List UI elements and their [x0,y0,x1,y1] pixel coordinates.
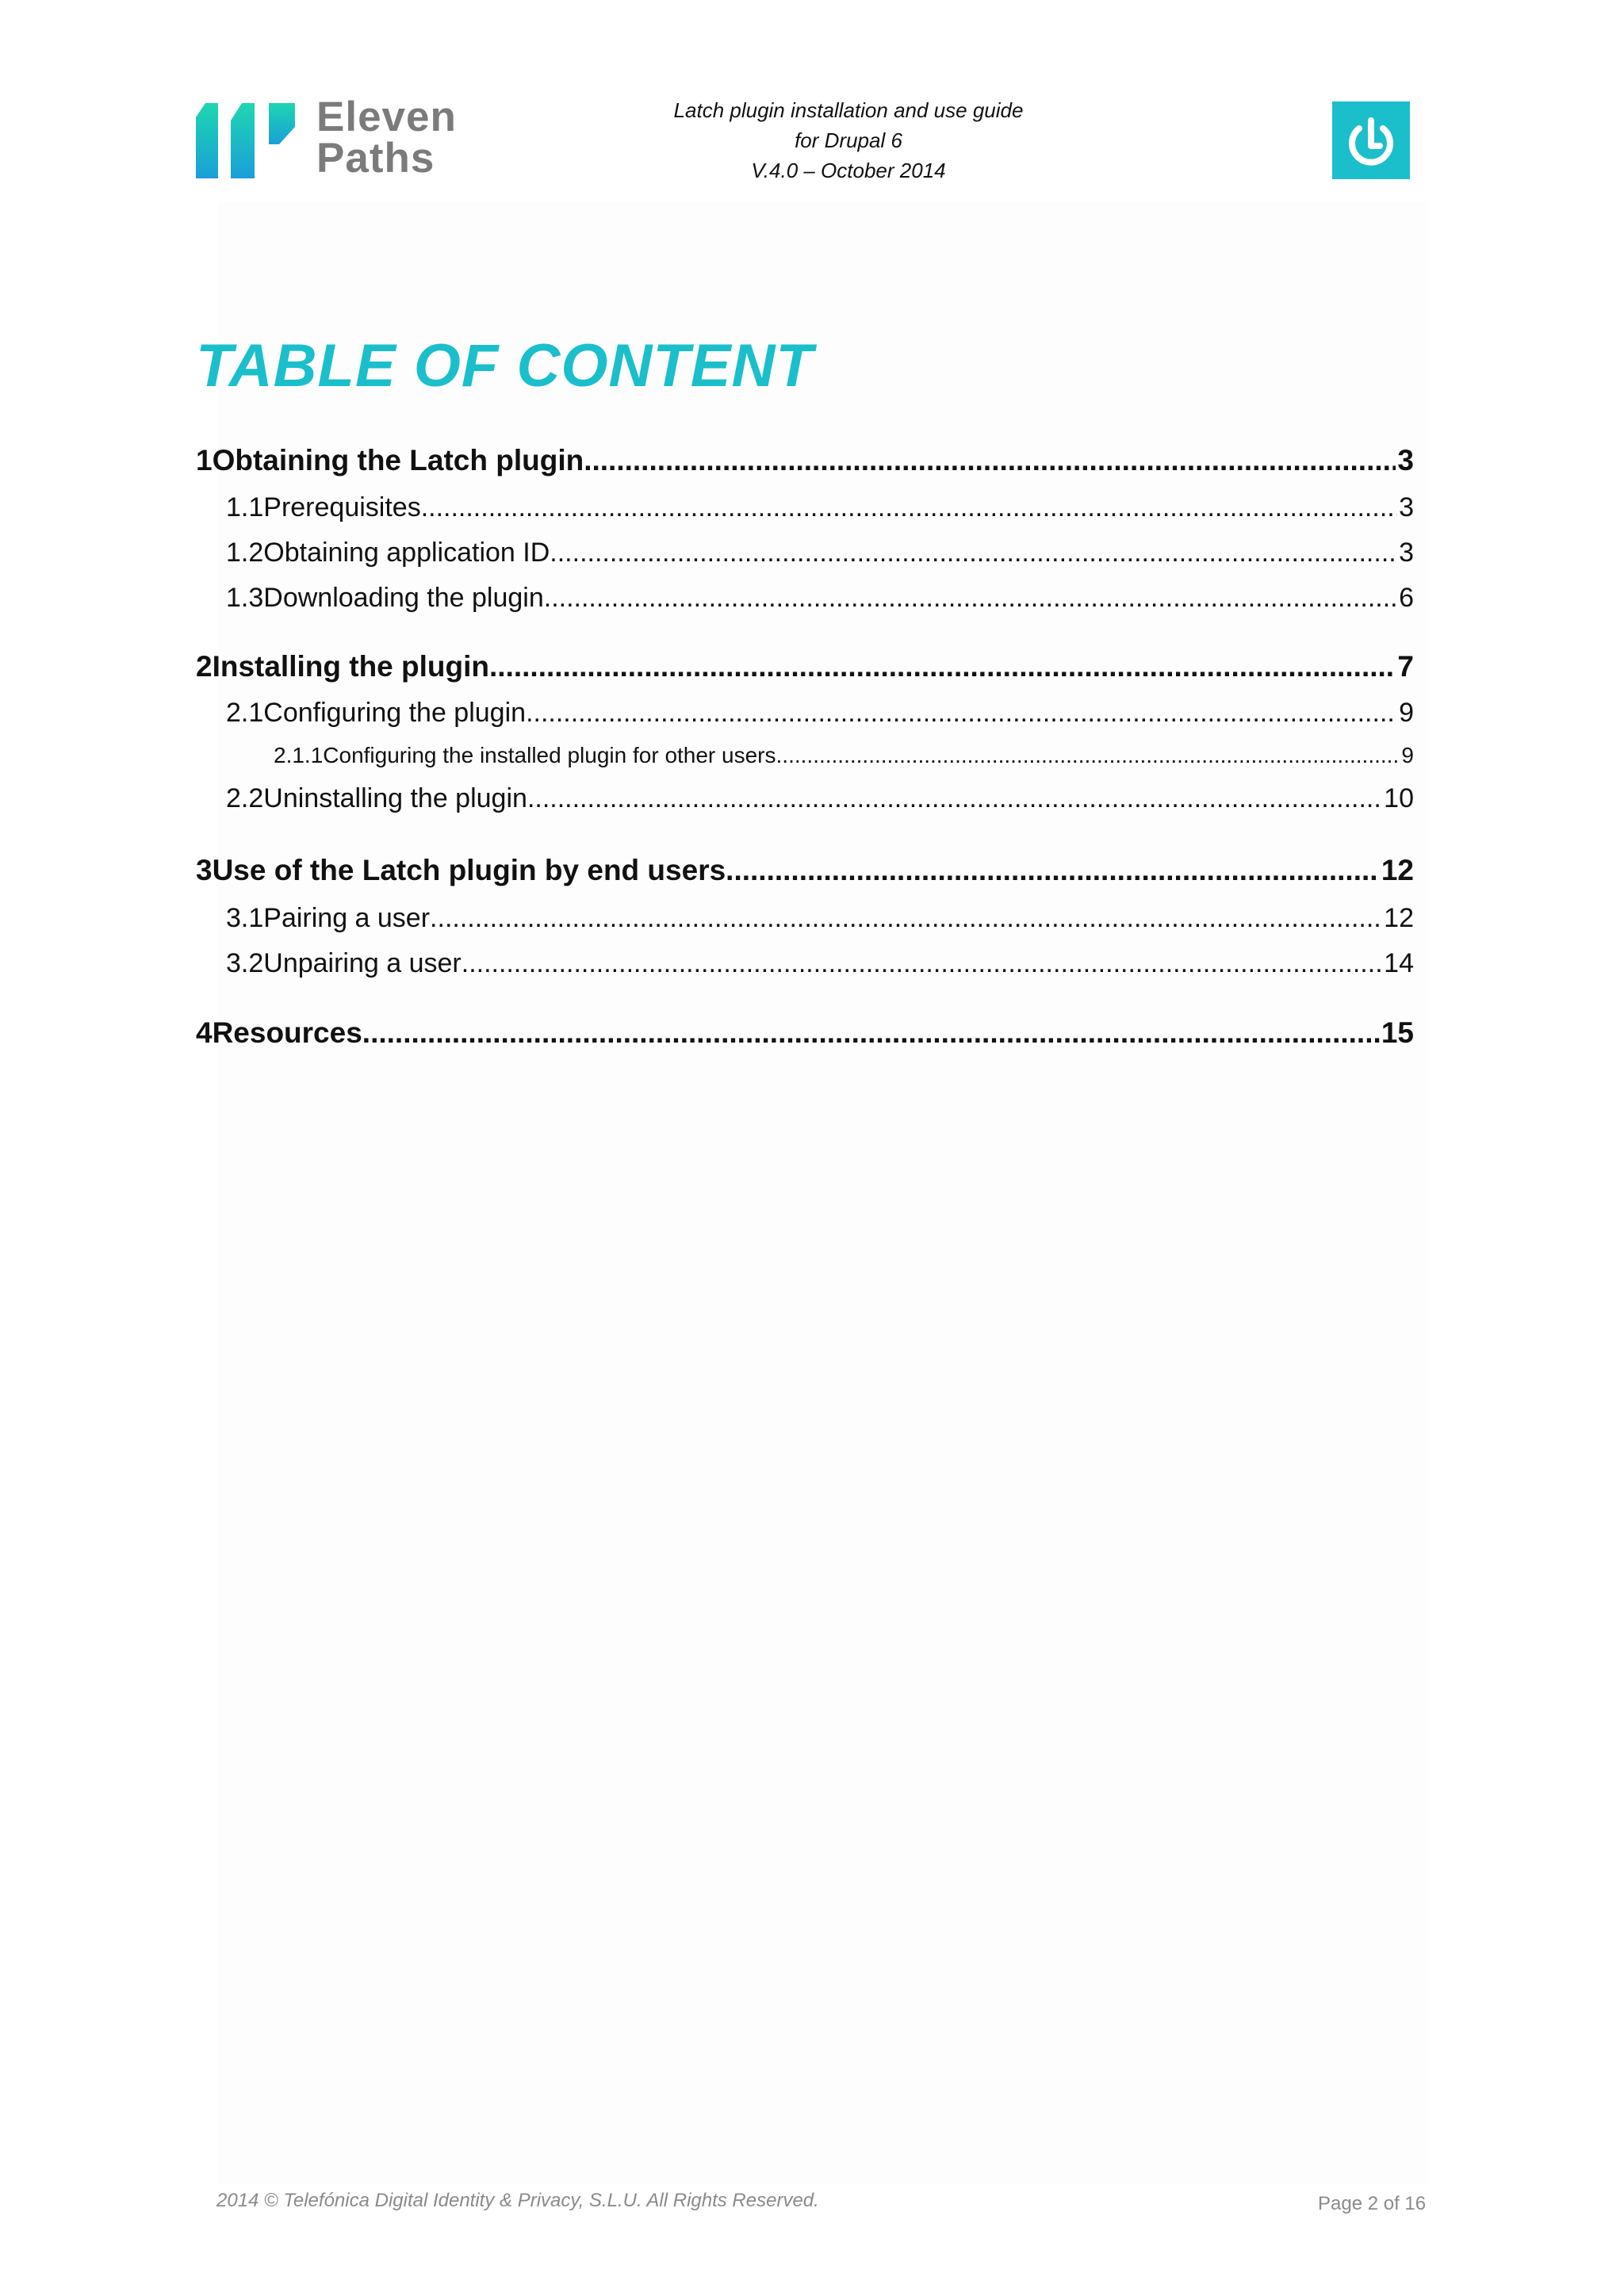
toc-entry[interactable] [196,783,1414,821]
brand-name-line2: Paths [316,135,435,182]
toc-leader-dots [430,903,1382,934]
toc-entry-page: 12 [1381,854,1414,886]
toc-leader-dots [421,492,1397,523]
toc-entry-label: Obtaining the Latch plugin [212,444,584,476]
toc-entry-number: 3.1 [226,903,264,933]
toc-leader-dots [489,650,1396,683]
toc-entry-page: 9 [1401,743,1414,767]
toc-entry[interactable] [196,583,1414,621]
toc-entry-page: 14 [1384,948,1414,978]
brand-name [316,94,457,182]
toc-entry-page: 15 [1381,1016,1414,1049]
toc-entry[interactable] [196,698,1414,736]
toc-entry[interactable] [196,538,1414,576]
eleven-paths-logo-icon [196,103,303,178]
eleven-paths-logo [196,94,458,182]
toc-leader-dots [550,538,1397,568]
footer-copyright: 2014 © Telefónica Digital Identity & Privacy, S.L.U. All Rights Reserved. [216,2190,819,2211]
toc-entry-number: 2.2 [226,783,264,813]
toc-entry-label: Use of the Latch plugin by end users [212,854,726,886]
toc-entry-number: 3.2 [226,948,264,978]
toc-entry-page: 10 [1384,783,1414,813]
header-title-line1: Latch plugin installation and use guide [673,98,1024,122]
toc-entry-number: 1.2 [226,538,264,568]
toc-leader-dots [462,948,1382,979]
toc-leader-dots [726,854,1380,887]
toc-entry-label: Resources [212,1016,362,1049]
toc-entry-number: 2 [196,650,213,683]
toc-entry-label: Obtaining application ID [263,538,550,568]
toc-entry-number: 1 [196,444,213,476]
toc-leader-dots [527,783,1382,814]
toc-entry-page: 7 [1397,650,1414,683]
toc-entry[interactable] [196,948,1414,986]
toc-entry-label: Uninstalling the plugin [263,783,527,813]
toc-entry[interactable] [196,492,1414,530]
toc-title: TABLE OF CONTENT [196,332,814,400]
toc-entry-label: Prerequisites [263,492,421,522]
toc-entry[interactable] [196,903,1414,941]
toc-entry[interactable] [196,444,1414,482]
toc-leader-dots [362,1016,1380,1050]
toc-entry-label: Configuring the plugin [263,698,527,728]
toc-entry-number: 1.3 [226,583,264,613]
brand-name-line1: Eleven [316,94,457,140]
toc-leader-dots [526,698,1397,729]
toc-entry-page: 3 [1399,492,1414,522]
toc-entry-number: 3 [196,854,213,886]
toc-entry[interactable] [196,650,1414,688]
toc-entry-label: Configuring the installed plugin for other users [323,743,776,767]
toc-entry[interactable] [196,743,1414,781]
toc-leader-dots [584,444,1396,477]
header-title-line3: V.4.0 – October 2014 [751,159,946,182]
toc-leader-dots [544,583,1397,614]
toc-entry-page: 6 [1399,583,1414,613]
toc-entry-page: 9 [1399,698,1414,728]
toc-entry-label: Pairing a user [263,903,431,933]
toc-entry-number: 2.1 [226,698,264,728]
toc-entry[interactable] [196,1016,1414,1054]
toc-entry-page: 3 [1399,538,1414,568]
toc-entry-page: 12 [1384,903,1414,933]
toc-entry-label: Installing the plugin [212,650,490,683]
toc-entry-number: 2.1.1 [274,743,324,767]
document-header-title [611,95,1086,186]
toc-entry[interactable] [196,854,1414,892]
toc-entry-label: Unpairing a user [263,948,462,978]
header-title-line2: for Drupal 6 [795,128,902,152]
toc-leader-dots [776,743,1400,768]
latch-power-icon [1332,101,1410,179]
toc-entry-number: 1.1 [226,492,264,522]
toc-entry-page: 3 [1397,444,1414,476]
footer-page-indicator: Page 2 of 16 [1318,2193,1427,2214]
toc-entry-number: 4 [196,1016,213,1049]
toc-entry-label: Downloading the plugin [263,583,544,613]
